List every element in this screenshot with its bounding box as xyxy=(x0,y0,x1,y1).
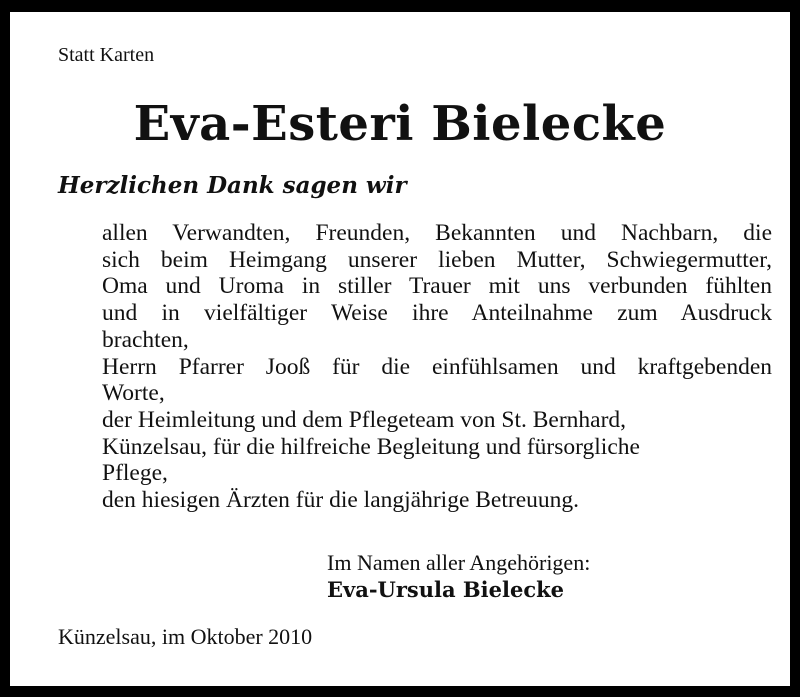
notice-body xyxy=(102,220,772,514)
notice-header: Statt Karten xyxy=(58,44,155,66)
deceased-name: Eva-Esteri Bielecke xyxy=(133,96,667,152)
place-date: Künzelsau, im Oktober 2010 xyxy=(58,624,313,649)
obituary-notice xyxy=(10,12,790,686)
body-line: und in vielfältiger Weise ihre Anteilnahme zum Ausdruck xyxy=(102,300,772,327)
body-line: Herrn Pfarrer Jooß für die einfühlsamen und kraftgebenden xyxy=(102,353,772,380)
body-line: allen Verwandten, Freunden, Bekannten und Nachbarn, die xyxy=(102,220,772,246)
body-line: sich beim Heimgang unserer lieben Mutter, Schwiegermutter, xyxy=(102,246,772,273)
signature-intro: Im Namen aller Angehörigen: xyxy=(327,550,591,575)
body-line: den hiesigen Ärzten für die langjährige Betreuung. xyxy=(102,487,580,514)
body-line: der Heimleitung und dem Pflegeteam von St. Bernhard, xyxy=(102,406,627,433)
signature-name: Eva-Ursula Bielecke xyxy=(327,577,565,602)
body-line: Oma und Uroma in stiller Trauer mit uns verbunden fühlten xyxy=(102,273,772,300)
body-line: Künzelsau, für die hilfreiche Begleitung und fürsorgliche xyxy=(102,433,640,460)
body-line: brachten, xyxy=(102,326,189,353)
body-line: Worte, xyxy=(102,380,165,407)
body-line: Pflege, xyxy=(102,460,168,487)
thanks-heading: Herzlichen Dank sagen wir xyxy=(58,172,407,199)
